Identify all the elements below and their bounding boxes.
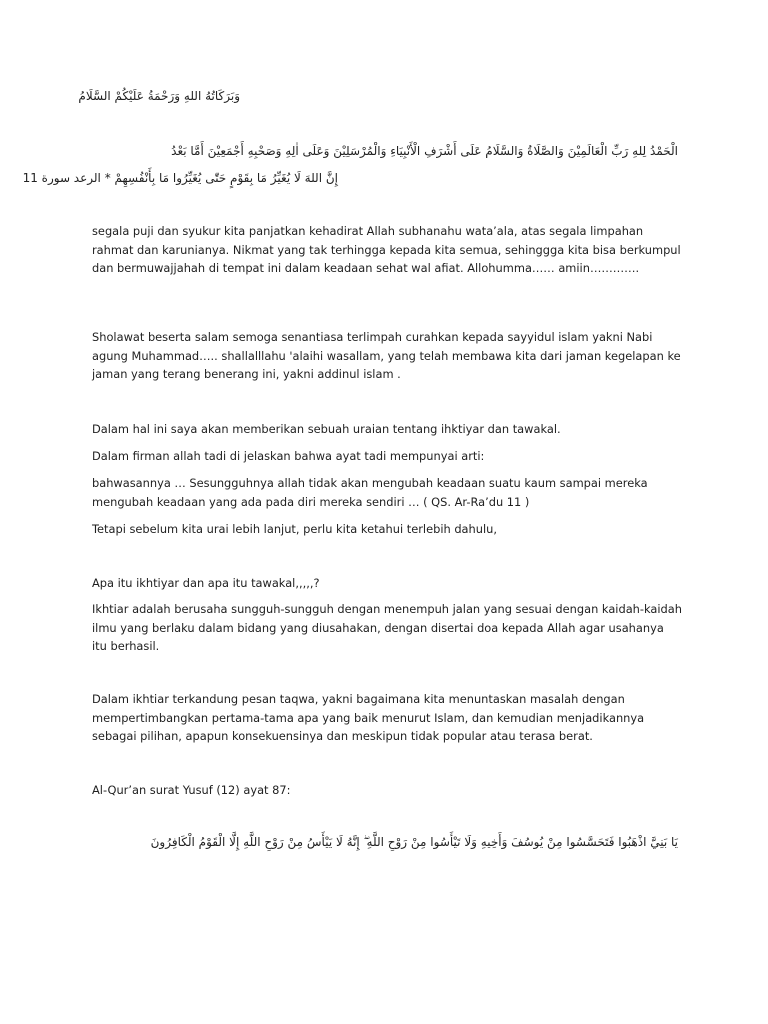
arabic-verse-ar-rad: [23, 170, 338, 186]
paragraph-sholawat: Sholawat beserta salam semoga senantiasa terlimpah curahkan kepada sayyidul islam yakni Nabi agung Muhammad….. shallalllahu 'alaihi wasallam, yang telah membawa kita dari jaman kegelapan ke jaman yang terang benerang ini, yakni addinul islam .: [92, 330, 681, 381]
arabic-verse-reference: * الرعد سورة 11: [22, 171, 111, 185]
paragraph-ikhtiar-taqwa: Dalam ikhtiar terkandung pesan taqwa, yakni bagaimana kita menuntaskan masalah dengan mempertimbangkan pertama-tama apa yang baik menurut Islam, dan kemudian menjadikannya sebagai pilihan, apapun konsekuensinya dan meskipun tidak popular atau terasa berat.: [92, 692, 645, 743]
paragraph-praise: segala puji dan syukur kita panjatkan kehadirat Allah subhanahu wata’ala, atas segala limpahan rahmat dan karunianya. Nikmat yang tak terhingga kepada kita semua, sehinggga kita bisa berkumpul dan bermuwajjahah di tempat ini dalam keadaan sehat wal afiat. Allohumma…… amiin………….: [92, 224, 681, 275]
arabic-opening-praise: الْحَمْدُ لِلهِ رَبِّ الْعَالَمِيْنَ وَالصَّلَاةُ وَالسَّلَامُ عَلَى أَشْرَفِ الْأَنْبِيَاءِ وَالْمُرْسَلِيْنَ وَعَلَى اٰلِهِ وَصَحْبِهِ أَجْمَعِيْنَ أَمَّا بَعْدُ: [171, 144, 678, 158]
paragraph-verse-meaning-intro: Dalam firman allah tadi di jelaskan bahwa ayat tadi mempunyai arti:: [92, 449, 485, 463]
paragraph-quran-citation: Al-Qur’an surat Yusuf (12) ayat 87:: [92, 783, 291, 797]
arabic-salam-greeting: وَبَرَكَاتُهُ اللهِ وَرَحْمَةُ عَلَيْكُمْ السَّلَامُ: [78, 89, 240, 103]
paragraph-transition: Tetapi sebelum kita urai lebih lanjut, perlu kita ketahui terlebih dahulu,: [92, 522, 497, 536]
arabic-verse-yusuf-87: يَا بَنِيَّ اذْهَبُوا فَتَحَسَّسُوا مِنْ يُوسُفَ وَأَخِيهِ وَلَا تَيْأَسُوا مِنْ رَوْحِ اللَّهِ ۖ إِنَّهُ لَا يَيْأَسُ مِنْ رَوْحِ اللَّهِ إِلَّا الْقَوْمُ الْكَافِرُونَ: [150, 835, 678, 849]
paragraph-question: Apa itu ikhtiyar dan apa itu tawakal,,,,,?: [92, 576, 320, 590]
paragraph-verse-translation: bahwasannya … Sesungguhnya allah tidak akan mengubah keadaan suatu kaum sampai mereka mengubah keadaan yang ada pada diri mereka sendiri … ( QS. Ar-Ra’du 11 ): [92, 476, 648, 509]
paragraph-topic-intro: Dalam hal ini saya akan memberikan sebuah uraian tentang ihktiyar dan tawakal.: [92, 422, 561, 436]
arabic-verse-text: إِنَّ اللهَ لَا يُغَيِّرُ مَا بِقَوْمٍ حَتّٰى يُغَيِّرُوا مَا بِأَنْفُسِهِمْ: [114, 171, 338, 185]
paragraph-ikhtiar-definition: Ikhtiar adalah berusaha sungguh-sungguh dengan menempuh jalan yang sesuai dengan kaidah-kaidah ilmu yang berlaku dalam bidang yang diusahakan, dengan disertai doa kepada Allah agar usahanya itu berhasil.: [92, 602, 682, 653]
